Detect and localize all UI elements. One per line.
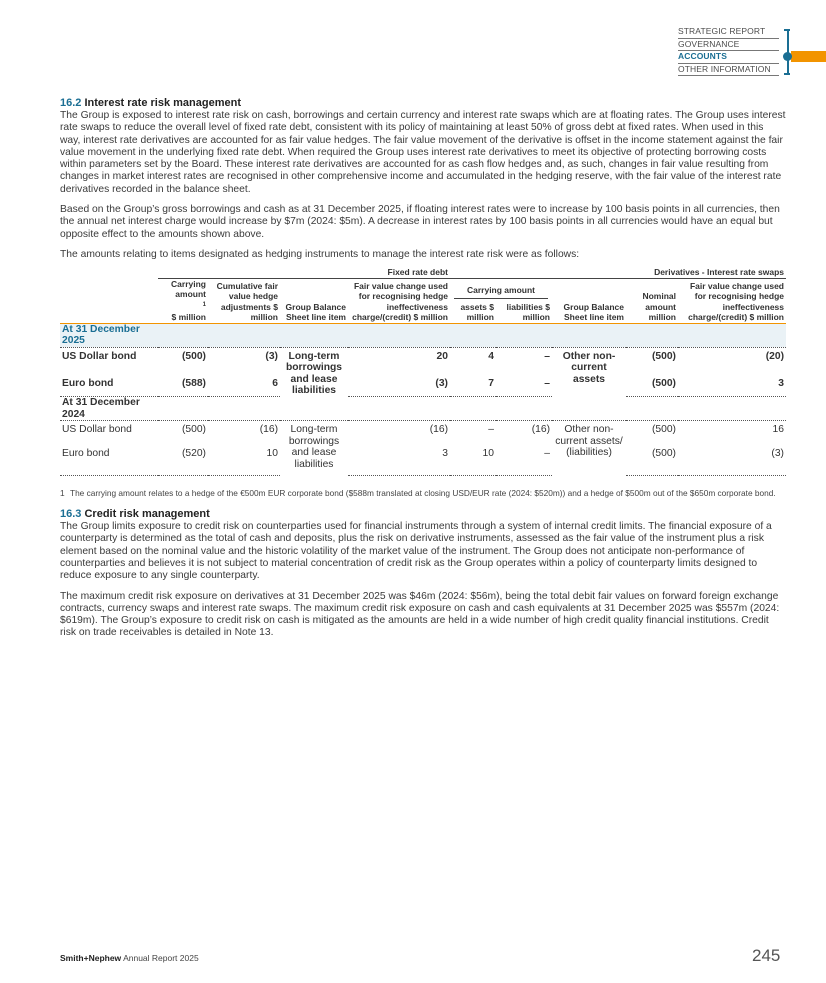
line-item-2024: Long-term borrowings and lease liabilities (288, 424, 340, 470)
nav-other-information[interactable]: OTHER INFORMATION (678, 64, 779, 77)
col-cumulative-adjustments: Cumulative fair value hedge adjustments $ million (208, 278, 280, 323)
hedging-instruments-table (60, 267, 786, 476)
deriv-line-item-2025: Other non-current assets (562, 350, 616, 385)
nav-active-bar (791, 51, 826, 62)
col-carrying-amount: Carrying amount$^1$ $ million (158, 278, 208, 323)
footer-report-name (60, 953, 199, 963)
col-fair-value-change: Fair value change used for recognising hedge ineffectiveness charge/(credit) $ million (348, 278, 450, 323)
brand-name: Smith+Nephew (60, 953, 122, 963)
col-assets: assets $ million (460, 301, 494, 323)
table-row: Euro bond (588) 6 (3) 7 – (500) 3 (60, 366, 786, 396)
line-item-2025: Long-term borrowings and lease liabilities (285, 350, 343, 397)
nav-governance[interactable]: GOVERNANCE (678, 39, 779, 52)
section-number: 16.3 (60, 508, 82, 521)
paragraph: The maximum credit risk exposure on derivatives at 31 December 2025 was $46m (2024: $56m), being the total debit fair values on forward foreign exchange contracts, currency swaps and interest rate swaps. The maximum credit risk exposure on cash and cash equivalents at 31 December 2025 was $557m (2024: $619m). The Group’s exposure to credit risk on cash is mitigated as the amounts are held in a wide number of high credit quality financial institutions. Credit risk on trade receivables is detailed in Note 13. (60, 590, 780, 639)
paragraph: The Group limits exposure to credit risk on counterparties used for financial instruments through a system of internal credit limits. The financial exposure of a counterparty is determined as the total of cash and deposits, plus the risk on derivative instruments, assessed as the fair value of the instrument plus a risk element based on the nominal value and the historic volatility of the market value of the instrument. The Group does not anticipate non-performance of counterparties and believes it is not subject to material concentration of credit risk as the Group operates within a policy of counterparty limits designed to reduce exposure to any single counterparty. (60, 521, 772, 582)
group-header-derivatives: Derivatives - Interest rate swaps (450, 267, 786, 278)
page-content (60, 96, 786, 648)
table-row: US Dollar bond (500) (3) Long-term borrowings and lease liabilities 20 4 – Other non-current assets (500) (20) (60, 347, 786, 366)
section-heading-16-2 (60, 96, 786, 110)
period-label-2025: At 31 December 2025 (60, 323, 158, 347)
col-group-balance-sheet: Group Balance Sheet line item (280, 278, 348, 323)
col-fair-value-change-2: Fair value change used for recognising hedge ineffectiveness charge/(credit) $ million (678, 278, 786, 323)
col-group-balance-sheet-2: Group Balance Sheet line item (552, 278, 626, 323)
paragraph: The Group is exposed to interest rate risk on cash, borrowings and certain currency and interest rate swaps which are at floating rates. The Group uses interest rate swaps to reduce the overall level of fixed rate debt, consistent with its policy of maintaining at least 50% of gross debt at fixed rates. When used in this way, interest rate derivatives are accounted for as fair value hedges. The fair value movement of the derivative is offset in the income statement against the fair value movement in the underlying fixed rate debt. When required the Group uses interest rate derivatives to meet its objective of protecting borrowing costs within parameters set by the Board. These interest rate derivatives are accounted for as cash flow hedges and, as such, changes in fair value resulting from changes in market interest rates are recognised in other comprehensive income and accumulated in the hedging reserve, with the fair value of the interest rate derivatives recorded in the balance sheet. (60, 110, 786, 195)
paragraph: The amounts relating to items designated as hedging instruments to manage the interest rate risk were as follows: (60, 248, 580, 260)
nav-active-dot (783, 52, 792, 61)
nav-accounts[interactable]: ACCOUNTS (678, 51, 779, 64)
section-title: Interest rate risk management (84, 97, 241, 109)
section-heading-16-3 (60, 507, 786, 521)
paragraph: Based on the Group’s gross borrowings and cash as at 31 December 2025, if floating interest rates were to increase by 100 basis points in all currencies, then the annual net interest charge would increase by $7m (2024: $5m). A decrease in interest rates by 100 basis points in all currencies would have an equal but opposite effect to the amounts shown above. (60, 204, 780, 240)
section-number: 16.2 (60, 97, 82, 109)
table-row: US Dollar bond (500) (16) Long-term borrowings and lease liabilities (16) – (16) Other non-current assets/ (liabilities) (500) 16 (60, 421, 786, 436)
table-footnote: 1 The carrying amount relates to a hedge of the €500m EUR corporate bond ($588m translated at closing USD/EUR rate (2024: $520m)) and a hedge of $500m out of the $650m corporate bond. (60, 488, 776, 499)
col-liabilities: liabilities $ million (506, 301, 550, 323)
group-header-fixed-rate-debt: Fixed rate debt (158, 267, 450, 278)
nav-tick-top (784, 29, 790, 31)
table-row: Euro bond (520) 10 3 10 – (500) (3) (60, 436, 786, 476)
section-title: Credit risk management (84, 508, 210, 521)
page-number: 245 (752, 946, 781, 965)
section-nav (678, 26, 779, 76)
deriv-line-item-2024: Other non-current assets/ (liabilities) (555, 424, 623, 459)
report-title: Annual Report 2025 (123, 953, 199, 963)
nav-strategic-report[interactable]: STRATEGIC REPORT (678, 26, 779, 39)
col-carrying-amount-group: Carrying amount assets $ million liabilities $ million (450, 278, 552, 323)
nav-tick-bottom (784, 73, 790, 75)
col-nominal-amount: Nominal amount million (626, 278, 678, 323)
period-label-2024: At 31 December 2024 (60, 397, 158, 421)
